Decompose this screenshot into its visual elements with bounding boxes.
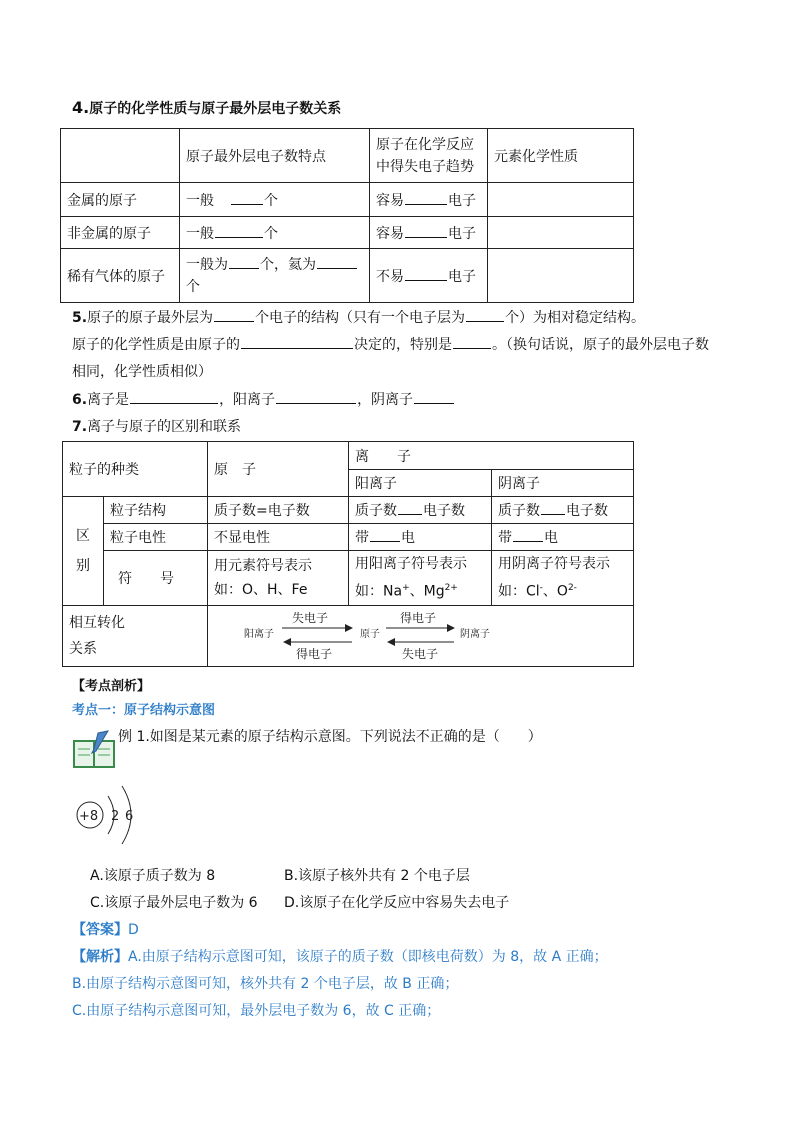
section5-line1: 5.原子的原子最外层为 个电子的结构（只有一个电子层为 个）为相对稳定结构。 [72, 310, 646, 326]
table-row: 非金属的原子 一般 个 容易 电子 [61, 217, 634, 249]
diagram-lose-2: 失电子 [402, 647, 439, 661]
section4-num: 4. [72, 98, 90, 117]
header-feature: 原子最外层电子数特点 [180, 129, 370, 183]
blank [453, 336, 491, 349]
blank [541, 502, 565, 515]
blank [215, 225, 263, 238]
section6-line: 6.离子是 ，阳离子 ，阴离子 [72, 389, 455, 409]
example-question: 例 1.如图是某元素的原子结构示意图。下列说法不正确的是（ ） [118, 729, 542, 745]
header-trend: 原子在化学反应 中得失电子趋势 [370, 129, 488, 183]
option-c: C.该原子最外层电子数为 6 [90, 895, 258, 911]
blank [370, 529, 400, 542]
option-d: D.该原子在化学反应中容易失去电子 [284, 895, 510, 911]
section4-title: 4.原子的化学性质与原子最外层电子数关系 [72, 98, 342, 117]
table-row: 相互转化 关系 阳离子 原子 阴离子 失电子 得电子 得电子 失电子 [63, 606, 634, 667]
conversion-diagram [208, 606, 632, 666]
shell2-electrons: 6 [125, 809, 134, 824]
analysis-heading: 【考点剖析】 [72, 679, 151, 694]
atom-property-table [60, 128, 634, 303]
blank [414, 391, 454, 404]
blank [276, 391, 356, 404]
answer-line: 【答案】D [72, 922, 139, 938]
table-row: 区 别 粒子结构 质子数=电子数 质子数 电子数 质子数 电子数 [63, 497, 634, 524]
blank [231, 192, 263, 205]
blank [398, 502, 422, 515]
blank [466, 309, 504, 322]
book-icon [72, 729, 118, 769]
diagram-anion: 阴离子 [460, 629, 490, 640]
diagram-lose-1: 失电子 [292, 611, 329, 625]
blank [241, 336, 353, 349]
shell1-electrons: 2 [111, 809, 120, 824]
table-row: 符 号 用元素符号表示 如：O、H、Fe 用阳离子符号表示 如：Na+、$Mg^{2+}$ 用阴离子符号表示 如：Cl-、$O^{2-}$ [63, 551, 634, 606]
blank [405, 192, 447, 205]
table-row: 稀有气体的原子 一般为 个，氦为 个 不易 电子 [61, 249, 634, 303]
header-chem-property: 元素化学性质 [488, 129, 634, 183]
option-a: A.该原子质子数为 8 [90, 868, 216, 884]
conversion-diagram-cell [208, 606, 634, 667]
blank [405, 268, 447, 281]
blank [317, 256, 357, 269]
table-row: 粒子电性 不显电性 带 电 带 电 [63, 524, 634, 551]
section5-line2: 原子的化学性质是由原子的 决定的，特别是 。（换句话说，原子的最外层电子数 [72, 337, 709, 353]
diagram-atom: 原子 [360, 629, 380, 640]
section7-title: 7.离子与原子的区别和联系 [72, 419, 242, 435]
explain-line-2: B.由原子结构示意图可知，核外共有 2 个电子层，故 B 正确； [72, 976, 459, 992]
blank [214, 309, 254, 322]
blank [513, 529, 543, 542]
atom-structure-diagram [70, 782, 160, 852]
explain-line-3: C.由原子结构示意图可知，最外层电子数为 6，故 C 正确； [72, 1003, 441, 1019]
explain-line-1: 【解析】A.由原子结构示意图可知，该原子的质子数（即核电荷数）为 8，故 A 正确； [72, 949, 608, 965]
blank [405, 225, 447, 238]
option-b: B.该原子核外共有 2 个电子层 [284, 868, 470, 884]
diagram-gain-1: 得电子 [296, 647, 333, 661]
diagram-cation: 阳离子 [244, 629, 274, 640]
nucleus-charge: +8 [79, 809, 99, 824]
table-row: 金属的原子 一般 个 容易 电子 [61, 183, 634, 217]
ion-atom-table: 粒子的种类 原 子 离 子 阳离子 阴离子 区 别 粒子结构 质子数=电子数 质子数 电子数 质子数 电子数 粒子电性 不显电性 带 电 带 电 符 号 用元素符号表示 如：O、H、Fe 用阳离子符号表示 如：Na+、$Mg^{2+}$ 用阴离子符号表示 如：Cl-、$O^{2-}$ 相互转化 关系 阳离子 原子 阴离子 失电子 得电子 得电子 失电子 [62, 441, 634, 667]
blank [130, 391, 218, 404]
point1-title: 考点一：原子结构示意图 [72, 703, 216, 718]
section5-line3: 相同，化学性质相似） [72, 364, 212, 380]
blank [229, 256, 259, 269]
diagram-gain-2: 得电子 [400, 611, 437, 625]
